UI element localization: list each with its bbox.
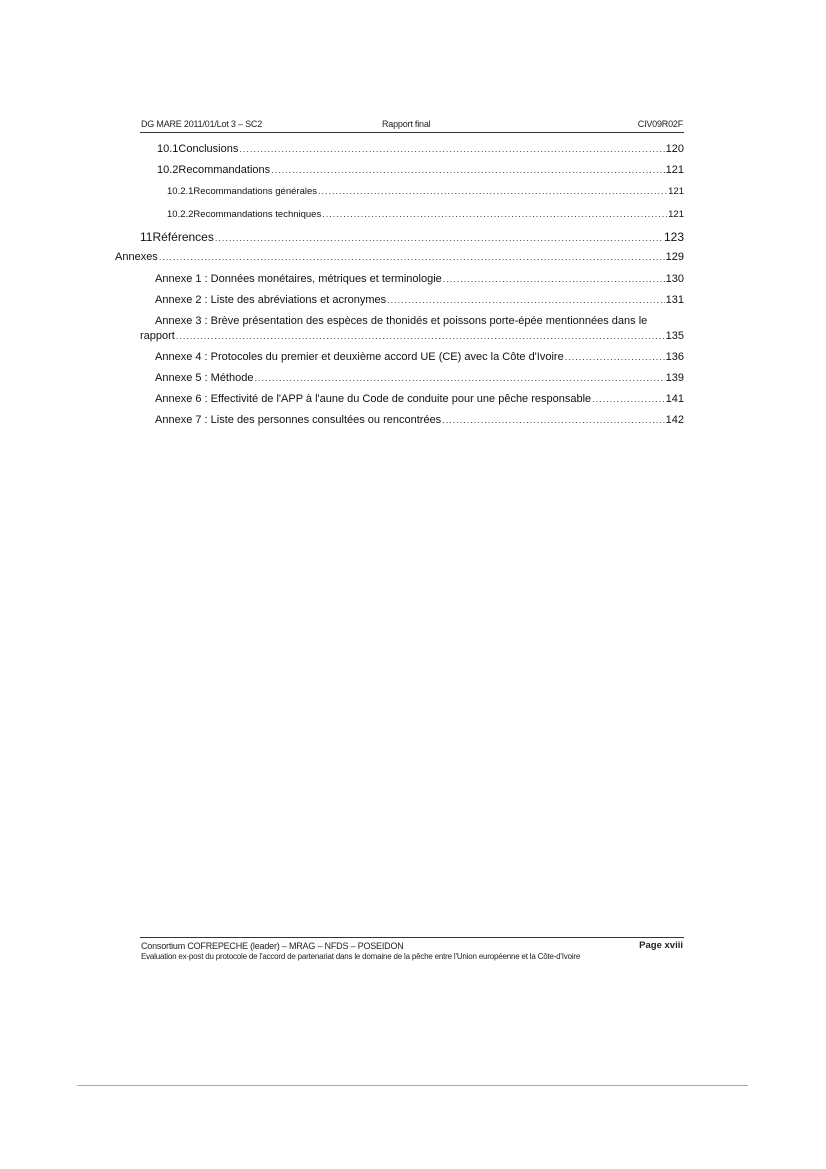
toc-label: Recommandations techniques — [193, 209, 322, 220]
toc-page-number: 130 — [665, 273, 684, 285]
toc-leader-dots — [239, 144, 664, 154]
page-divider — [77, 1085, 748, 1086]
toc-page-number: 139 — [665, 372, 684, 384]
footer-consortium: Consortium COFREPECHE (leader) – MRAG – NFDS – POSEIDON — [141, 941, 404, 951]
toc-label: Annexe 4 : Protocoles du premier et deuxième accord UE (CE) avec la Côte d'Ivoire — [155, 351, 564, 363]
toc-page-number: 142 — [665, 414, 684, 426]
toc-number: 11 — [140, 230, 153, 244]
header-code: CIV09R02F — [637, 119, 683, 129]
toc-label: Annexe 5 : Méthode — [155, 372, 254, 384]
toc-leader-dots — [592, 394, 664, 404]
toc-entry-10-1[interactable] — [140, 143, 684, 159]
toc-leader-dots — [443, 274, 665, 284]
toc-page-number: 129 — [665, 251, 684, 263]
toc-label: Annexe 7 : Liste des personnes consultées ou rencontrées — [155, 414, 442, 426]
toc-page-number: 121 — [665, 164, 684, 176]
toc-entry-annexe-6[interactable] — [140, 393, 684, 409]
toc-entry-annexe-2[interactable] — [140, 294, 684, 310]
toc-leader-dots — [271, 165, 665, 175]
footer-page-number: Page xviii — [639, 940, 683, 951]
toc-leader-dots — [322, 209, 667, 219]
header-reference: DG MARE 2011/01/Lot 3 – SC2 — [141, 119, 262, 129]
toc-entry-annexe-3[interactable] — [140, 315, 684, 347]
page-header — [140, 118, 684, 133]
toc-label: Annexes — [115, 251, 158, 263]
toc-page-number: 135 — [665, 330, 684, 342]
toc-entry-10-2-1[interactable] — [140, 186, 684, 202]
toc-page-number: 141 — [665, 393, 684, 405]
toc-entry-annexe-7[interactable] — [140, 414, 684, 430]
toc-leader-dots — [215, 233, 663, 243]
toc-page-number: 123 — [663, 230, 684, 244]
toc-label: Références — [152, 230, 214, 244]
toc-page-number: 121 — [668, 186, 684, 197]
toc-label: Recommandations générales — [193, 186, 317, 197]
toc-leader-dots — [387, 295, 665, 305]
toc-entry-10-2[interactable] — [140, 164, 684, 180]
page-footer — [140, 937, 684, 972]
footer-subtitle: Evaluation ex-post du protocole de l'accord de partenariat dans le domaine de la pêche entre l'Union européenne et la Côte-d'Ivoire — [141, 952, 581, 961]
toc-entry-annexe-1[interactable] — [140, 273, 684, 289]
toc-label: Conclusions — [178, 143, 239, 155]
toc-leader-dots — [565, 352, 665, 362]
toc-entry-annexe-5[interactable] — [140, 372, 684, 388]
toc-entry-annexes[interactable] — [115, 251, 684, 267]
toc-entry-10-2-2[interactable] — [140, 209, 684, 225]
toc-page-number: 131 — [665, 294, 684, 306]
toc-page-number: 121 — [668, 209, 684, 220]
toc-leader-dots — [318, 186, 667, 196]
toc-label: Recommandations — [178, 164, 271, 176]
toc-entry-annexe-4[interactable] — [140, 351, 684, 367]
toc-number: 10.2.1 — [167, 186, 194, 197]
toc-leader-dots — [176, 331, 665, 341]
toc-leader-dots — [254, 373, 664, 383]
toc-entry-11[interactable] — [140, 230, 684, 246]
toc-label: Annexe 3 : Brève présentation des espèces de thonidés et poissons porte-épée mentionnées dans le — [155, 315, 648, 327]
toc-page-number: 136 — [665, 351, 684, 363]
header-title: Rapport final — [382, 119, 431, 129]
toc-number: 10.1 — [157, 143, 179, 155]
toc-leader-dots — [442, 415, 664, 425]
toc-label-continued: rapport — [140, 330, 175, 342]
toc-page-number: 120 — [665, 143, 684, 155]
toc-label: Annexe 6 : Effectivité de l'APP à l'aune du Code de conduite pour une pêche responsable — [155, 393, 592, 405]
toc-label: Annexe 2 : Liste des abréviations et acronymes — [155, 294, 387, 306]
toc-label: Annexe 1 : Données monétaires, métriques et terminologie — [155, 273, 442, 285]
toc-number: 10.2 — [157, 164, 179, 176]
toc-leader-dots — [159, 252, 665, 262]
toc-number: 10.2.2 — [167, 209, 194, 220]
